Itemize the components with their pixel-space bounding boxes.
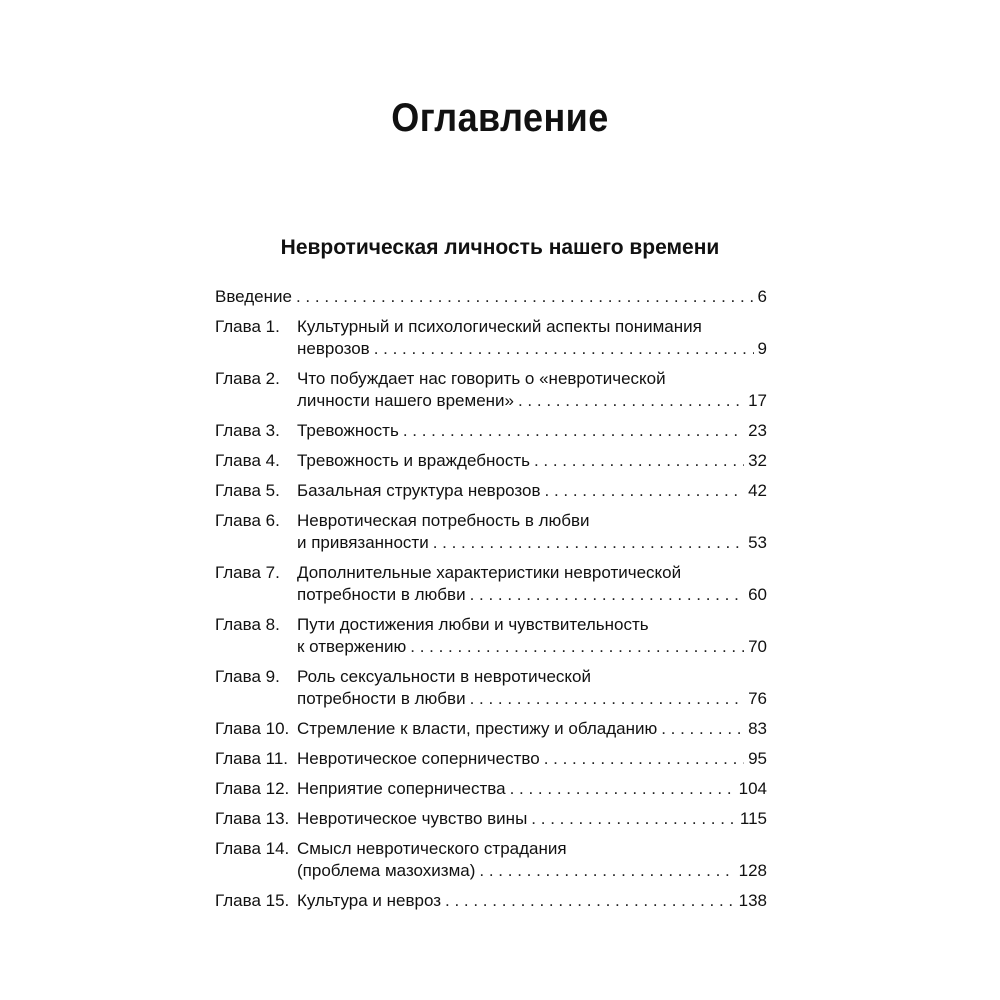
chapter-label: Глава 13. [215,809,290,828]
toc-entry-chapter-13[interactable] [215,808,767,830]
toc-entry-chapter-8[interactable] [215,614,767,658]
chapter-title-line: Культура и невроз [297,891,442,910]
chapter-title-line: Роль сексуальности в невротической [297,667,591,686]
chapter-title-line: Невротическая потребность в любви [297,511,590,530]
chapter-title-line: Невротическое соперничество [297,749,540,768]
toc-entry-chapter-1[interactable] [215,316,767,360]
chapter-title-line: (проблема мазохизма) [297,861,476,880]
chapter-label: Глава 9. [215,667,280,686]
chapter-list [215,316,767,912]
toc-entry-chapter-7[interactable] [215,562,767,606]
dot-leader [534,450,744,472]
dot-leader [510,778,735,800]
toc-page-number: 9 [757,339,767,358]
toc-page-number: 70 [748,637,767,656]
chapter-title-line: потребности в любви [297,689,466,708]
toc-entry-chapter-5[interactable] [215,480,767,502]
chapter-title-line: Невротическое чувство вины [297,809,528,828]
toc-entry-intro[interactable] [215,286,767,308]
toc-entry-chapter-4[interactable] [215,450,767,472]
toc-page-number: 128 [738,861,767,880]
toc-entry-chapter-11[interactable] [215,748,767,770]
chapter-label: Глава 5. [215,481,280,500]
dot-leader [410,636,744,658]
chapter-title-line: Пути достижения любви и чувствительность [297,615,649,634]
section-title: Невротическая личность нашего времени [280,236,720,259]
dot-leader [518,390,744,412]
page-title: Оглавление [391,96,609,140]
dot-leader [545,480,745,502]
toc-entry-chapter-15[interactable] [215,890,767,912]
toc-page-number: 115 [739,809,767,828]
chapter-label: Глава 6. [215,511,280,530]
dot-leader [296,286,754,308]
table-of-contents [215,286,767,920]
chapter-title-line: к отвержению [297,637,407,656]
chapter-title-line: Стремление к власти, престижу и обладанию [297,719,658,738]
dot-leader [374,338,754,360]
chapter-title-line: Смысл невротического страдания [297,839,567,858]
chapter-title-line: личности нашего времени» [297,391,514,410]
toc-entry-chapter-10[interactable] [215,718,767,740]
chapter-title-line: потребности в любви [297,585,466,604]
chapter-label: Глава 12. [215,779,290,798]
toc-entry-chapter-2[interactable] [215,368,767,412]
chapter-label: Глава 1. [215,317,280,336]
toc-page-number: 42 [748,481,767,500]
toc-page-number: 6 [757,287,767,306]
chapter-title-line: Культурный и психологический аспекты понимания [297,317,702,336]
dot-leader [403,420,744,442]
toc-entry-title: Введение [215,287,292,306]
chapter-title-line: Неприятие соперничества [297,779,506,798]
toc-page-number: 17 [748,391,767,410]
chapter-label: Глава 3. [215,421,280,440]
toc-entry-chapter-14[interactable] [215,838,767,882]
dot-leader [433,532,744,554]
chapter-label: Глава 2. [215,369,280,388]
toc-page-number: 95 [748,749,767,768]
chapter-label: Глава 10. [215,719,290,738]
toc-page-number: 23 [748,421,767,440]
toc-page-number: 60 [748,585,767,604]
chapter-label: Глава 14. [215,839,290,858]
dot-leader [445,890,735,912]
chapter-label: Глава 8. [215,615,280,634]
toc-entry-chapter-9[interactable] [215,666,767,710]
chapter-label: Глава 4. [215,451,280,470]
toc-page-number: 138 [738,891,767,910]
chapter-title-line: и привязанности [297,533,429,552]
dot-leader [470,688,745,710]
dot-leader [531,808,736,830]
chapter-title-line: неврозов [297,339,370,358]
chapter-title-line: Тревожность [297,421,399,440]
toc-page-number: 104 [738,779,767,798]
chapter-label: Глава 7. [215,563,280,582]
dot-leader [661,718,744,740]
chapter-title-line: Базальная структура неврозов [297,481,541,500]
toc-page-number: 83 [748,719,767,738]
dot-leader [544,748,744,770]
toc-page-number: 76 [748,689,767,708]
toc-page-number: 32 [748,451,767,470]
dot-leader [479,860,734,882]
chapter-title-line: Дополнительные характеристики невротической [297,563,682,582]
chapter-label: Глава 11. [215,749,289,768]
toc-entry-chapter-6[interactable] [215,510,767,554]
toc-entry-chapter-12[interactable] [215,778,767,800]
toc-page-number: 53 [748,533,767,552]
chapter-label: Глава 15. [215,891,290,910]
chapter-title-line: Что побуждает нас говорить о «невротической [297,369,666,388]
chapter-title-line: Тревожность и враждебность [297,451,530,470]
dot-leader [470,584,745,606]
toc-entry-chapter-3[interactable] [215,420,767,442]
